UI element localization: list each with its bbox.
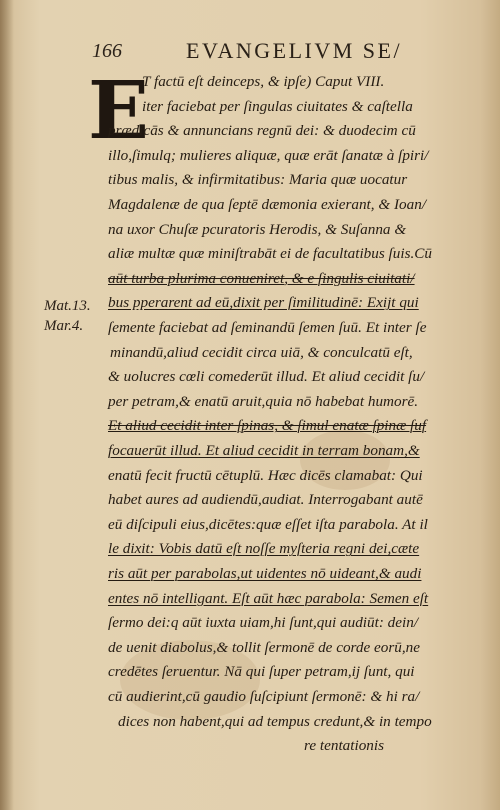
text-line: per petram,& enatū aruit,quia nō habebat humorē. [108,392,419,410]
running-head: EVANGELIVM SE/ [186,38,403,63]
text-line: na uxor Chuſæ pcuratoris Herodis, & Suſanna & [108,220,407,238]
page-number: 166 [92,40,122,62]
text-line: prædicās & annuncians regnū dei: & duodecim cū [108,122,416,140]
text-line: eū diſcipuli eius,dicētes:quæ eſſet iſta parabola. At il [108,515,428,533]
text-line: entes nō intelligant. Eſt aūt hæc parabola: Semen eſt [108,589,429,607]
text-line: Et aliud cecidit inter ſpinas, & ſimul enatæ ſpinæ ſuf [108,417,427,435]
text-line: de uenit diabolus,& tollit ſermonē de corde eorū,ne [108,638,420,656]
drop-capital: E [88,63,149,157]
text-line: ſemente faciebat ad ſeminandū ſemen ſuū. Et inter ſe [108,319,427,336]
text-line: cū audierint,cū gaudio ſuſcipiunt ſermonē: & hi ra/ [108,688,420,705]
margin-note-mar: Mar.4. [44,318,84,334]
text-line: ſermo dei:q aūt iuxta uiam,hi ſunt,qui audiūt: dein/ [108,614,419,632]
text-line: credētes ſeruentur. Nā qui ſuper petram,ij ſunt, qui [108,663,415,681]
text-line: tibus malis, & infirmitatibus: Maria quæ uocatur [108,171,408,189]
gutter-shadow [0,0,14,810]
text-line: illo,ſimulq; mulieres aliquæ, quæ erāt ſanatæ à ſpiri/ [108,146,429,164]
margin-note-mat: Mat.13. [44,298,91,314]
text-line: le dixit: Vobis datū eſt noſſe myſteria regni dei,cæte [108,540,420,558]
text-line: Magdalenæ de qua ſeptē dæmonia exierant, & Ioan/ [108,196,427,213]
text-line: ris aūt per parabolas,ut uidentes nō uideant,& audi [108,565,422,582]
text-line: T factū eſt deinceps, & ipſe) Caput VIII. [142,73,385,90]
text-line: bus pperarent ad eū,dixit per ſimilitudinē: Exijt qui [108,294,419,312]
text-line: re tentationis [304,737,385,755]
text-line: habet aures ad audiendū,audiat. Interrogabant autē [108,491,423,509]
text-line: aūt turba plurima conueniret, & e ſingulis ciuitati/ [108,269,415,287]
text-line: minandū,aliud cecidit circa uiā, & conculcatū eſt, [110,343,413,361]
text-line: enatū fecit fructū cētuplū. Hæc dicēs clamabat: Qui [108,466,423,484]
text-line: focauerūt illud. Et aliud cecidit in terram bonam,& [108,442,420,459]
text-line: dices non habent,qui ad tempus credunt,& in tempo [118,712,432,730]
text-line: aliæ multæ quæ miniſtrabāt ei de facultatibus ſuis.Cū [108,245,433,263]
text-line: & uolucres cœli comederūt illud. Et aliud cecidit ſu/ [108,368,425,386]
text-line: iter faciebat per ſingulas ciuitates & caſtella [142,97,413,115]
